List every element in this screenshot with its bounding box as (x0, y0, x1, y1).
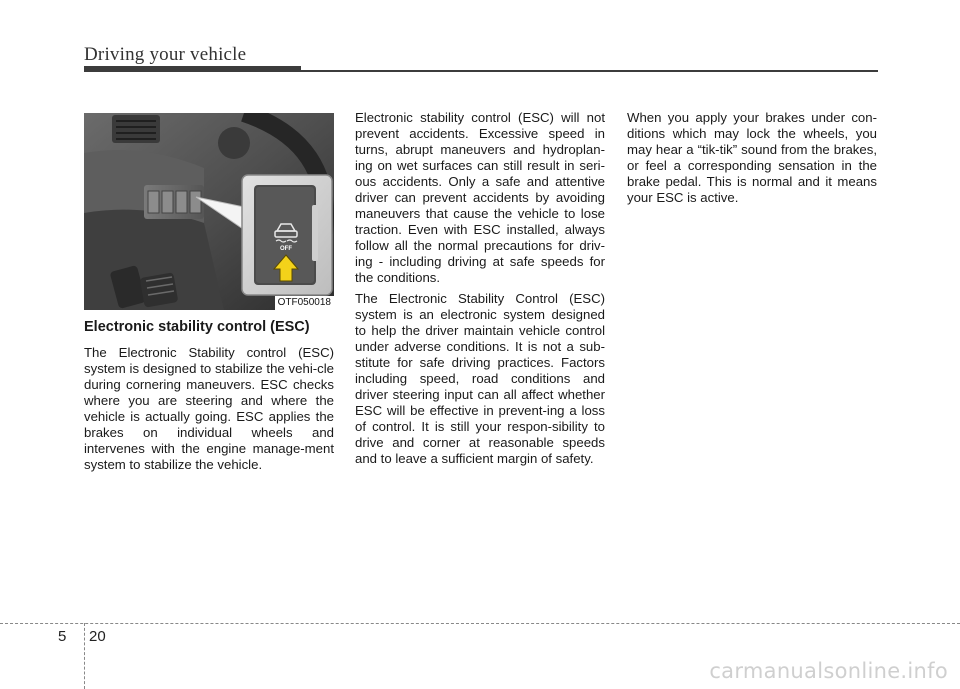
page-number: 20 (89, 628, 106, 645)
paragraph: When you apply your brakes under con-ditions which may lock the wheels, you may hear a “tik-tik” sound from the brakes, or feel a corresponding sensation in the brake pedal. This is normal and it means your ESC is active. (627, 110, 877, 205)
paragraph: The Electronic Stability Control (ESC) system is an electronic system designed to help the driver maintain vehicle control under adverse conditions. It is not a sub-stitute for safe driving practices. Factors including speed, road conditions and driver steering input can all affect whether ESC will be effective in prevent-ing a loss of control. It is still your respon-sibility to drive and corner at reasonable speeds and to leave a sufficient margin of safety. (355, 291, 605, 466)
column-right (627, 110, 877, 211)
section-heading: Electronic stability control (ESC) (84, 319, 310, 335)
column-middle (355, 110, 605, 472)
off-label: OFF (280, 246, 292, 252)
intro-paragraph: The Electronic Stability control (ESC) system is designed to stabilize the vehi-cle during cornering maneuvers. ESC checks where you are steering and where the vehicle is actually going. ESC applies the brakes on individual wheels and intervenes with the engine manage-ment system to stabilize the vehicle. (84, 345, 334, 472)
paragraph: Electronic stability control (ESC) will not prevent accidents. Excessive speed in turns, abrupt maneuvers and hydroplan-ing on wet surfaces can still result in seri-ous accidents. Only a safe and attentive driver can prevent accidents by avoiding maneuvers that cause the vehicle to lose traction. Even with ESC installed, always follow all the normal precautions for driv-ing - including driving at safe speeds for the conditions. (355, 110, 605, 285)
esc-button-illustration (84, 113, 334, 310)
watermark: carmanualsonline.info (709, 659, 948, 683)
chapter-number: 5 (58, 628, 67, 645)
footer-divider (84, 623, 85, 689)
page-header-title: Driving your vehicle (84, 44, 247, 65)
header-rule-thin (301, 70, 878, 72)
figure-code: OTF050018 (275, 296, 334, 310)
column-left (84, 110, 334, 478)
footer-rule (0, 623, 960, 624)
dashboard-photo-graphic (84, 113, 334, 310)
header-rule-thick (84, 66, 301, 72)
